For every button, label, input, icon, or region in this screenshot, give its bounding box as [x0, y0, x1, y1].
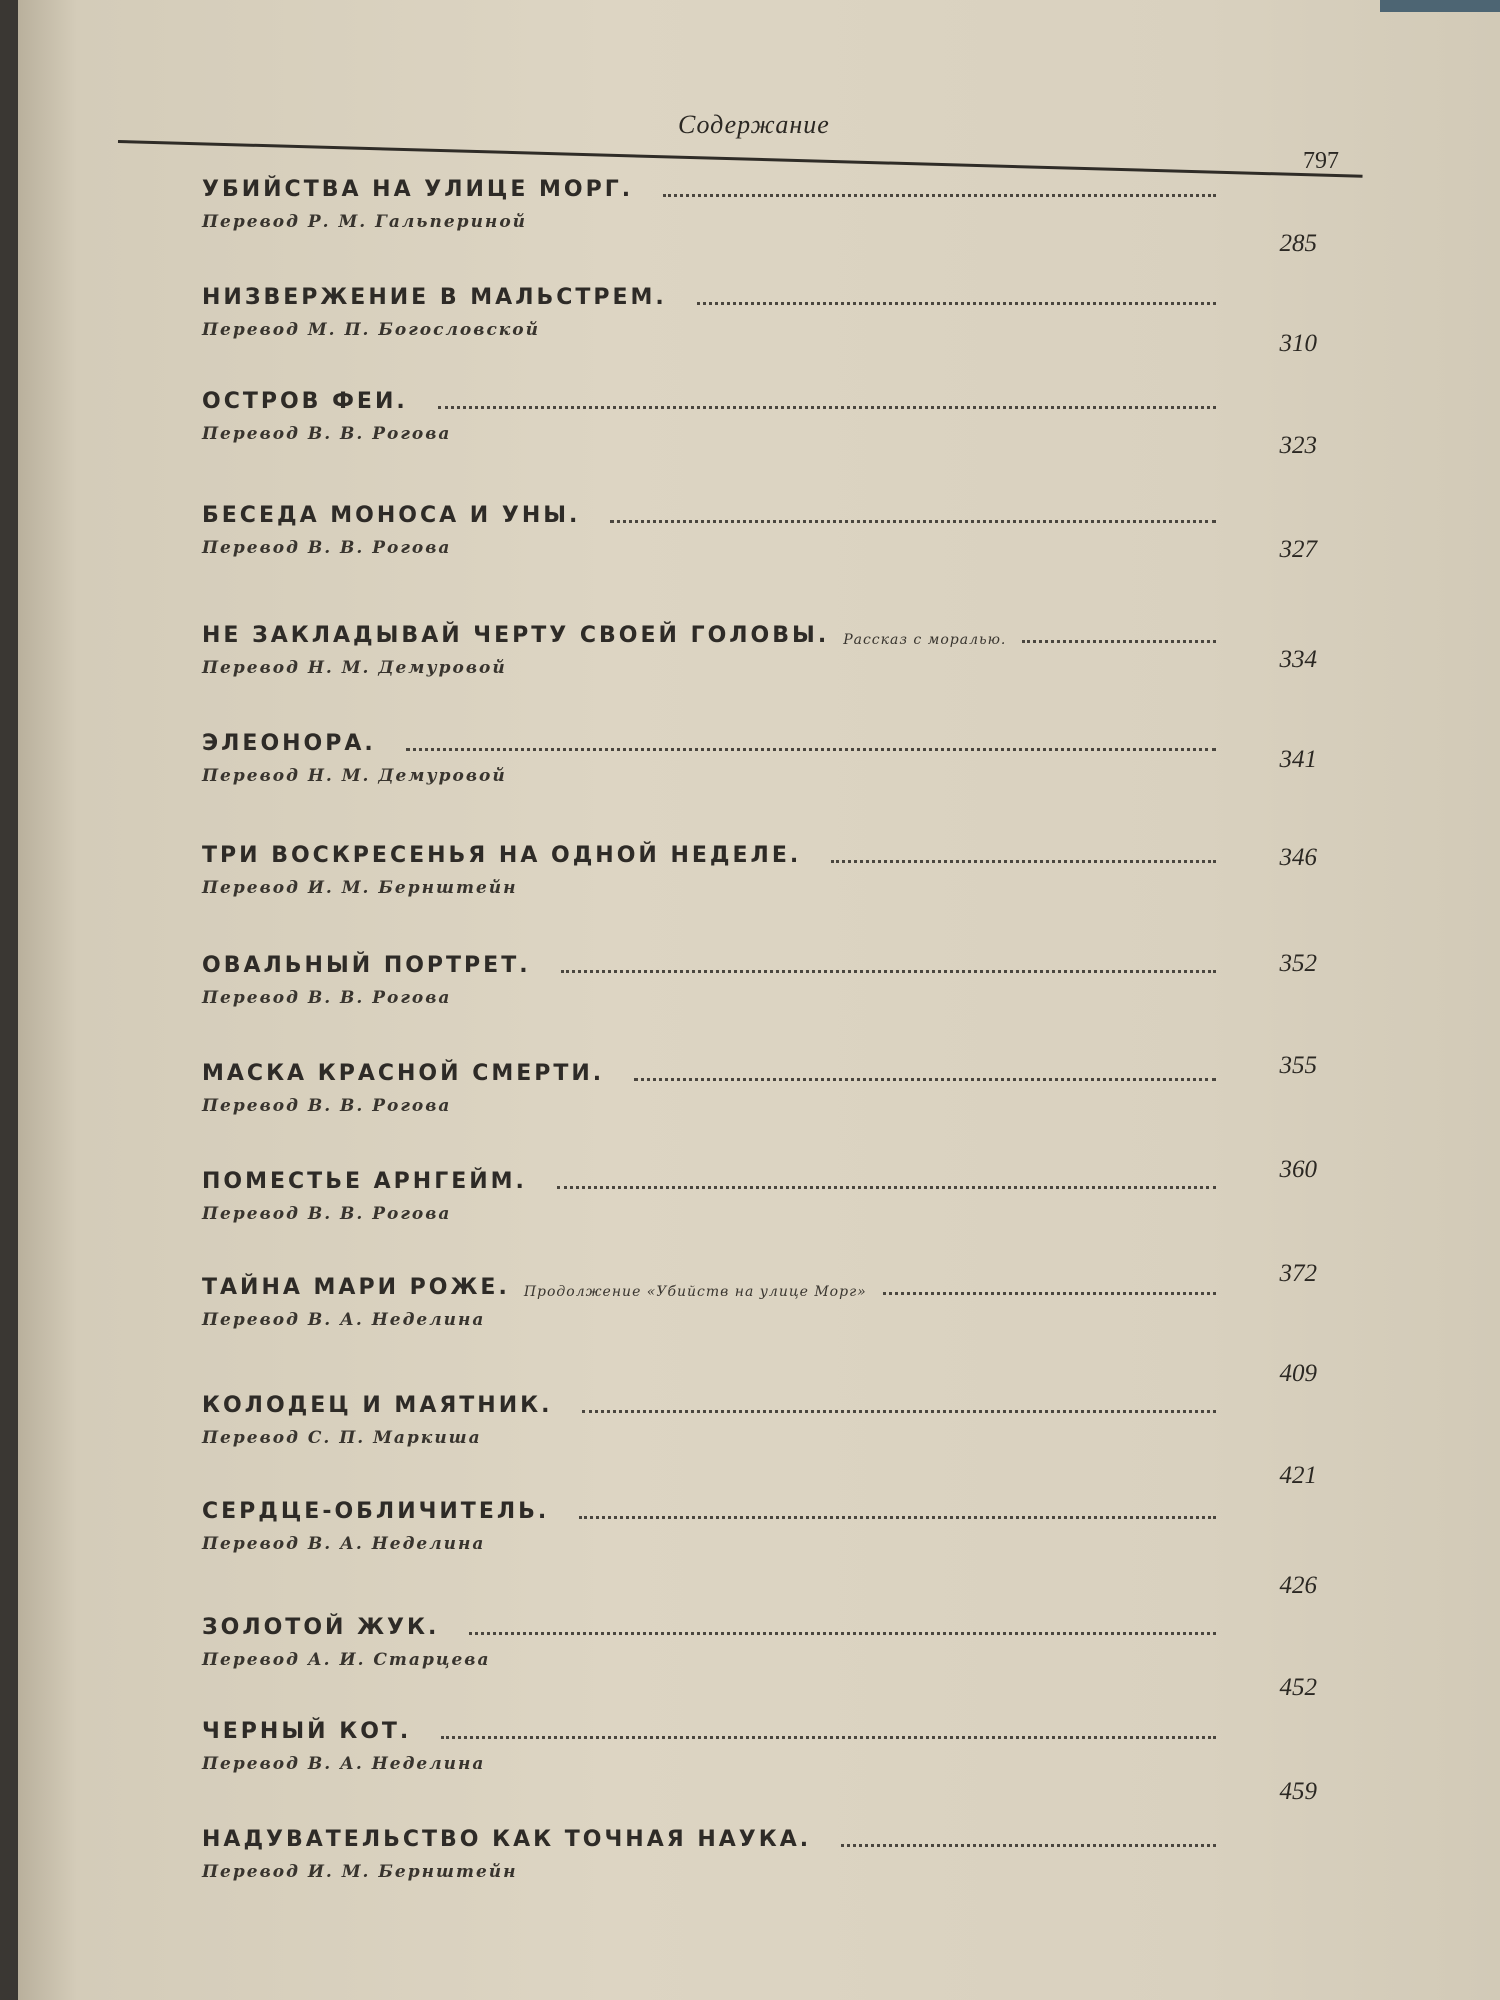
entry-translator: Перевод В. А. Неделина [202, 1534, 486, 1554]
entry-title: ТАЙНА МАРИ РОЖЕ. [202, 1275, 510, 1300]
entry-page: 341 [1279, 746, 1317, 773]
dot-leader [406, 748, 1216, 751]
toc-entry [202, 944, 1317, 1044]
entry-title: ЧЕРНЫЙ КОТ. [202, 1719, 412, 1744]
dot-leader [663, 194, 1216, 197]
entry-translator: Перевод Р. М. Гальпериной [202, 212, 528, 232]
dot-leader [557, 1186, 1216, 1189]
entry-translator: Перевод В. В. Рогова [202, 1096, 452, 1116]
entry-page: 421 [1279, 1462, 1317, 1489]
entry-page: 409 [1279, 1360, 1317, 1387]
toc-entry [202, 1462, 1317, 1590]
dot-leader [561, 970, 1216, 973]
background-strip [1380, 0, 1500, 12]
entry-page: 360 [1279, 1156, 1317, 1183]
entry-translator: Перевод И. М. Бернштейн [202, 878, 518, 898]
entry-title: НИЗВЕРЖЕНИЕ В МАЛЬСТРЕМ. [202, 285, 667, 310]
entry-translator: Перевод В. В. Рогова [202, 538, 452, 558]
entry-translator: Перевод В. В. Рогова [202, 988, 452, 1008]
dot-leader [469, 1632, 1216, 1635]
dot-leader [634, 1078, 1216, 1081]
entry-title: ЭЛЕОНОРА. [202, 731, 376, 756]
entry-page: 352 [1279, 950, 1317, 977]
entry-page: 452 [1279, 1674, 1317, 1701]
toc-entry [202, 1156, 1317, 1260]
toc-entry [202, 276, 1317, 376]
page-number: 797 [1303, 148, 1339, 174]
dot-leader [697, 302, 1216, 305]
toc-entry [202, 1052, 1317, 1152]
book-page [18, 0, 1500, 2000]
entry-page: 346 [1279, 844, 1317, 871]
entry-title: СЕРДЦЕ-ОБЛИЧИТЕЛЬ. [202, 1499, 550, 1524]
toc-entry [202, 1674, 1317, 1810]
page-title: Содержание [678, 110, 830, 139]
entry-translator: Перевод М. П. Богословской [202, 320, 540, 340]
dot-leader [579, 1516, 1216, 1519]
dot-leader [883, 1292, 1216, 1295]
toc-entry [202, 1572, 1317, 1706]
entry-title: ОВАЛЬНЫЙ ПОРТРЕТ. [202, 953, 531, 978]
entry-translator: Перевод И. М. Бернштейн [202, 1862, 518, 1882]
entry-subtitle: Рассказ с моралью. [843, 632, 1007, 648]
entry-translator: Перевод В. В. Рогова [202, 1204, 452, 1224]
entry-page: 323 [1279, 432, 1317, 459]
entry-title: УБИЙСТВА НА УЛИЦЕ МОРГ. [202, 177, 634, 202]
entry-page: 285 [1279, 230, 1317, 257]
entry-title: ОСТРОВ ФЕИ. [202, 389, 408, 414]
dot-leader [841, 1844, 1216, 1847]
dot-leader [1022, 640, 1216, 643]
entry-page: 459 [1279, 1778, 1317, 1805]
entry-title: МАСКА КРАСНОЙ СМЕРТИ. [202, 1061, 605, 1086]
entry-title: ПОМЕСТЬЕ АРНГЕЙМ. [202, 1169, 527, 1194]
toc-entry [202, 834, 1317, 934]
toc-entry [202, 722, 1317, 822]
entry-translator: Перевод С. П. Маркиша [202, 1428, 482, 1448]
entry-page: 310 [1279, 330, 1317, 357]
entry-page: 327 [1279, 536, 1317, 563]
entry-title: КОЛОДЕЦ И МАЯТНИК. [202, 1393, 553, 1418]
entry-translator: Перевод В. В. Рогова [202, 424, 452, 444]
dot-leader [438, 406, 1216, 409]
dot-leader [610, 520, 1216, 523]
entry-translator: Перевод Н. М. Демуровой [202, 658, 507, 678]
entry-translator: Перевод А. И. Старцева [202, 1650, 491, 1670]
toc-entry [202, 1260, 1317, 1366]
toc-entry [202, 1778, 1317, 1918]
toc-entry [202, 168, 1317, 268]
dot-leader [582, 1410, 1216, 1413]
toc-entry [202, 494, 1317, 594]
entry-page: 426 [1279, 1572, 1317, 1599]
entry-translator: Перевод В. А. Неделина [202, 1754, 486, 1774]
entry-title: БЕСЕДА МОНОСА И УНЫ. [202, 503, 581, 528]
entry-translator: Перевод В. А. Неделина [202, 1310, 486, 1330]
toc-entry [202, 380, 1317, 480]
entry-title: НАДУВАТЕЛЬСТВО КАК ТОЧНАЯ НАУКА. [202, 1827, 812, 1852]
toc-entry [202, 614, 1317, 714]
entry-title: ТРИ ВОСКРЕСЕНЬЯ НА ОДНОЙ НЕДЕЛЕ. [202, 843, 802, 868]
entry-title: ЗОЛОТОЙ ЖУК. [202, 1615, 440, 1640]
entry-page: 334 [1279, 646, 1317, 673]
toc-entry [202, 1360, 1317, 1484]
entry-page: 372 [1279, 1260, 1317, 1287]
entry-title: НЕ ЗАКЛАДЫВАЙ ЧЕРТУ СВОЕЙ ГОЛОВЫ. [202, 623, 830, 648]
dot-leader [441, 1736, 1216, 1739]
entry-subtitle: Продолжение «Убийств на улице Морг» [523, 1284, 867, 1300]
entry-translator: Перевод Н. М. Демуровой [202, 766, 507, 786]
entry-page: 355 [1279, 1052, 1317, 1079]
dot-leader [831, 860, 1216, 863]
